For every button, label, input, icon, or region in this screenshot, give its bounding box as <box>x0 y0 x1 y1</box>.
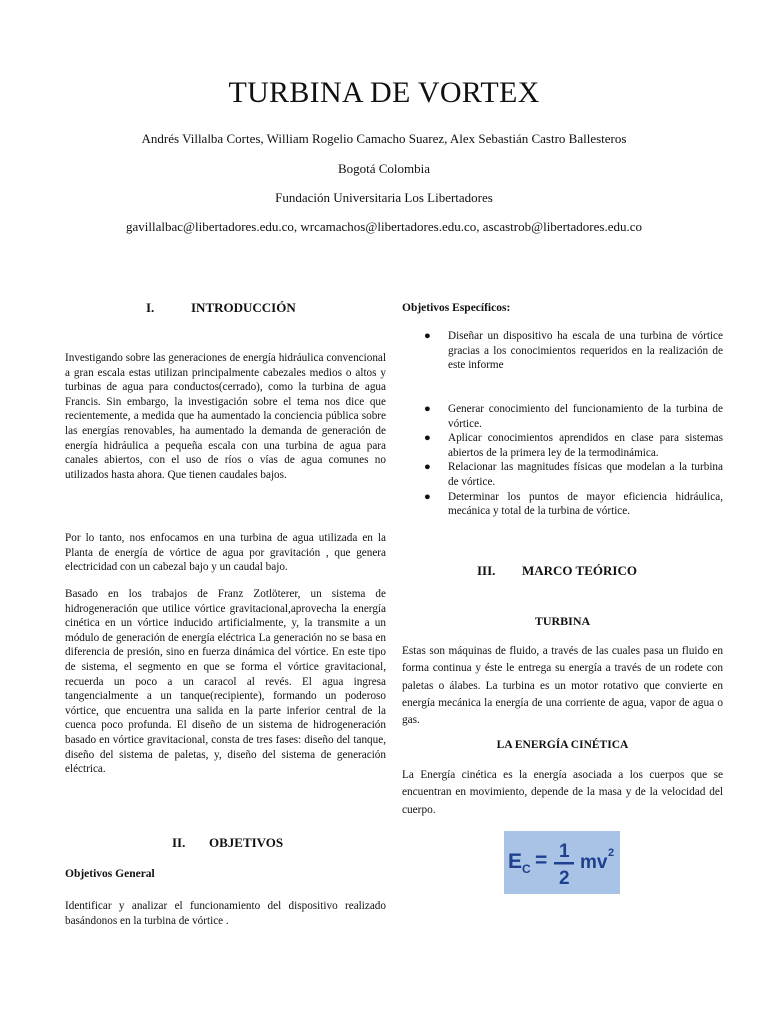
turbina-paragraph: Estas son máquinas de fluido, a través de las cuales pasa un fluido en forma continua y éste le entrega su energía a través de un rodete con paletas o álabes. La turbina es un motor rotativo que convierte en energía mecánica la energía de una corriente de agua, vapor de agua o gas. <box>402 645 723 727</box>
location: Bogotá Colombia <box>337 161 431 176</box>
kinetic-energy-formula <box>504 831 620 894</box>
paper-title: TURBINA DE VORTEX <box>228 76 540 109</box>
objetivos-especificos-list-a <box>402 329 723 373</box>
authors: Andrés Villalba Cortes, William Rogelio Camacho Suarez, Alex Sebastián Castro Ballesteros <box>141 131 627 146</box>
list-item-text: Relacionar las magnitudes físicas que modelan a la turbina de vórtice. <box>448 461 723 488</box>
section-title: INTRODUCCIÓN <box>191 300 296 315</box>
bullet-icon: ● <box>424 461 431 474</box>
list-item-text: Aplicar conocimientos aprendidos en clase para sistemas abiertos de la primera ley de la termodinámica. <box>448 432 723 459</box>
paragraph-text: Investigando sobre las generaciones de energía hidráulica convencional a gran escala estas utilizan principalmente cabezales medios o altos y turbinas de agua para conductos(cerrado), como la turbina de agua Francis. Sin embargo, la investigación sobre el tema nos dice que recientemente, a medida que ha aumentado la conciencia pública sobre las energías renovables, ha aumentado la demanda de generación de energía hidráulica a pequeña escala con una turbina de agua para canales abiertos, con el uso de ríos o vías de agua comunes no utilizados hasta ahora. Que tienen caudales bajos. <box>65 352 386 481</box>
bullet-icon: ● <box>424 403 431 415</box>
bullet-icon: ● <box>424 432 431 445</box>
list-item-text: Generar conocimiento del funcionamiento de la turbina de vórtice. <box>448 403 723 430</box>
formula-rhs: mv <box>580 852 608 873</box>
objetivos-especificos-list-b <box>402 402 723 519</box>
section-title: MARCO TEÓRICO <box>522 563 637 578</box>
formula-equals: = <box>535 849 548 872</box>
intro-paragraph-1 <box>65 351 386 482</box>
emails: gavillalbac@libertadores.edu.co, wrcamachos@libertadores.edu.co, ascastrob@libertadores.edu.co <box>126 219 642 234</box>
section-title: OBJETIVOS <box>209 835 284 850</box>
formula-lhs: E <box>508 850 523 873</box>
section-number: II. <box>172 835 186 850</box>
list-item-text: Determinar los puntos de mayor eficiencia hidráulica, mecánica y total de la turbina de vórtice. <box>448 490 723 518</box>
section-heading-introduccion <box>146 300 296 316</box>
subheading-energia-cinetica: LA ENERGÍA CINÉTICA <box>496 739 629 751</box>
list-item <box>402 490 723 519</box>
intro-paragraph-3 <box>65 587 386 777</box>
objetivos-especificos-heading: Objetivos Específicos: <box>402 302 511 314</box>
bullet-icon: ● <box>424 330 431 342</box>
formula-numerator: 1 <box>559 841 570 862</box>
list-item <box>402 460 723 489</box>
energia-paragraph: La Energía cinética es la energía asociada a los cuerpos que se encuentran en movimiento, depende de la masa y de la velocidad del cuerpo. <box>402 769 723 816</box>
intro-paragraph-2 <box>65 531 386 575</box>
section-number: I. <box>146 300 155 315</box>
formula-lhs-subscript: C <box>522 862 531 876</box>
section-heading-marco-teorico <box>477 563 637 579</box>
formula-svg <box>504 831 620 894</box>
section-heading-objetivos <box>172 835 283 851</box>
list-item <box>402 329 723 373</box>
formula-denominator: 2 <box>559 868 570 889</box>
formula-rhs-superscript: 2 <box>608 847 615 859</box>
paragraph-text: Basado en los trabajos de Franz Zotlöterer, un sistema de hidrogeneración que utilice vórtice gravitacional,aprovecha la energía cinética en un vórtice inducido artificialmente, y, la transmite a un módulo de generación de energía eléctrica La generación no se basa en diferencia de presión, sino en fuerza dinámica del vórtice. En este tipo de sistema, el segmento en que se forma el vórtice gravitacional, recuerda un poco a un caracol al revés. El agua ingresa tangencialmente a un tanque(recipiente), formando un poderoso vórtice, que encuentra una salida en la parte inferior central de la cuenca poco profunda. El diseño de un sistema de hidrogeneración basado en vórtice gravitacional, consta de tres fases: diseño del tanque, diseño del sistema de paletas, y, diseño del sistema de generación eléctrica. <box>65 588 386 776</box>
list-item <box>402 431 723 460</box>
subheading-turbina: TURBINA <box>534 614 591 628</box>
institution: Fundación Universitaria Los Libertadores <box>275 190 493 205</box>
paragraph-text: Por lo tanto, nos enfocamos en una turbina de agua utilizada en la Planta de energía de vórtice de agua por gravitación , que genera electricidad con un cabezal bajo y un caudal bajo. <box>65 532 386 574</box>
section-number: III. <box>477 563 496 578</box>
list-item <box>402 402 723 431</box>
formula-fraction-bar <box>554 862 574 865</box>
bullet-icon: ● <box>424 490 431 503</box>
objetivos-general-text: Identificar y analizar el funcionamiento del dispositivo realizado basándonos en la turbina de vórtice . <box>65 900 386 927</box>
list-item-text: Diseñar un dispositivo ha escala de una turbina de vórtice gracias a los conocimientos requeridos en la realización de este informe <box>448 330 723 372</box>
objetivos-general-heading: Objetivos General <box>65 868 155 880</box>
